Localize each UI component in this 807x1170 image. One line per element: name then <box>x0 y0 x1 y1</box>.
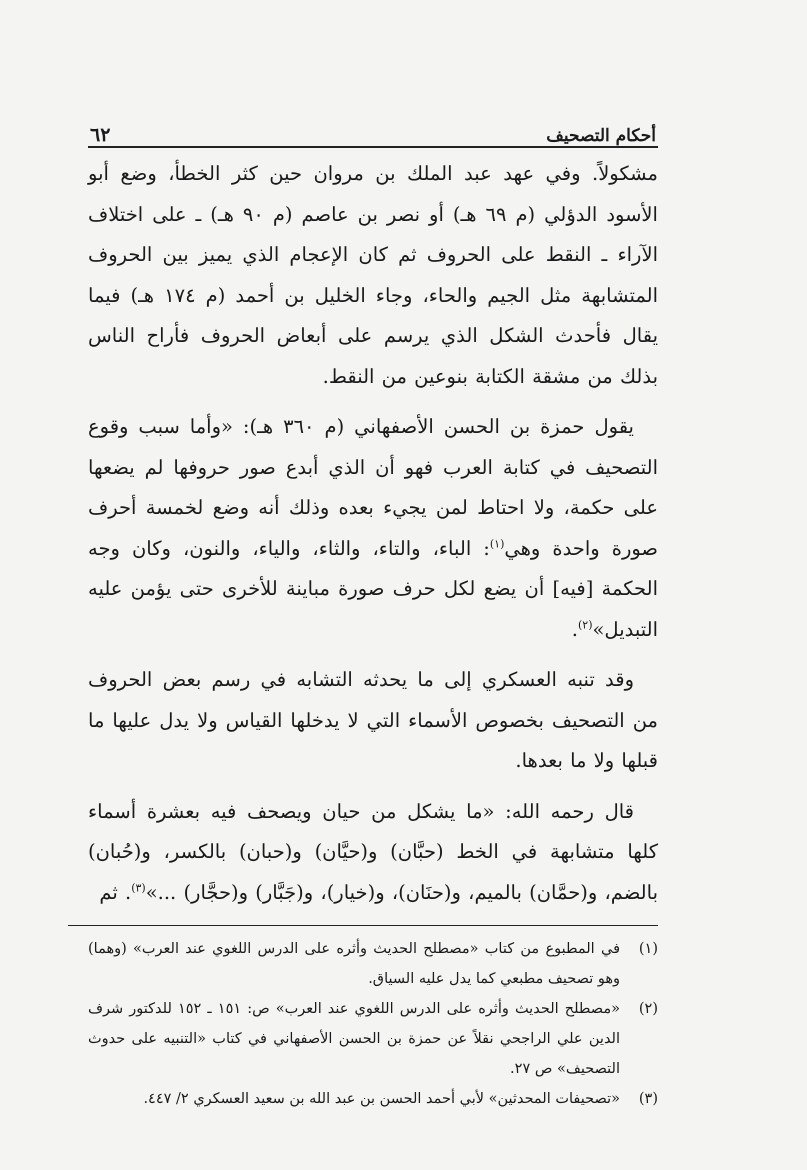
footnote-number: (١) <box>638 941 658 957</box>
paragraph-2-text-a: يقول حمزة بن الحسن الأصفهاني (م ٣٦٠ هـ): «وأما سبب وقوع التصحيف في كتابة العرب فهو أن الذي أبدع صور حروفها لم يضعها على حكمة، ولا احتاط لمن يجيء بعده وذلك أنه وضع لخمسة أحرف صورة واحدة وهي <box>88 415 658 560</box>
footnote-text: «مصطلح الحديث وأثره على الدرس اللغوي عند العرب» ص: ١٥١ ـ ١٥٢ للدكتور شرف الدين علي الراجحي نقلاً عن حمزة بن الحسن الأصفهاني في كتاب «التنبيه على حدوث التصحيف» ص ٢٧. <box>88 1001 620 1077</box>
footnote-number: (٣) <box>638 1091 658 1107</box>
footnote-ref-1[interactable]: (١) <box>489 537 505 550</box>
paragraph-1: مشكولاً. وفي عهد عبد الملك بن مروان حين كثر الخطأ، وضع أبو الأسود الدؤلي (م ٦٩ هـ) أو نصر بن عاصم (م ٩٠ هـ) ـ على اختلاف الآراء ـ النقط على الحروف ثم كان الإعجام الذي يميز بين الحروف المتشابهة مثل الجيم والحاء، وجاء الخليل بن أحمد (م ١٧٤ هـ) فيما يقال فأحدث الشكل الذي يرسم على أبعاض الحروف فأراح الناس بذلك من مشقة الكتابة بنوعين من النقط. <box>88 162 658 388</box>
page-header <box>88 110 658 148</box>
body-text <box>88 154 658 913</box>
footnote-3 <box>88 1084 658 1114</box>
paragraph-4-text-b: . ثم <box>99 880 132 904</box>
paragraph-2-end: . <box>571 617 578 641</box>
paragraph-4 <box>88 792 658 914</box>
footnote-1 <box>88 934 658 994</box>
footnote-number: (٢) <box>638 1001 658 1017</box>
paragraph-4-text-a: قال رحمه الله: «ما يشكل من حيان ويصحف فيه بعشرة أسماء كلها متشابهة في الخط (حبَّان) و(حيَّان) و(حبان) بالكسر، و(حُبان) بالضم، و(حمَّان) بالميم، و(حنَان)، و(خيار)، و(جَبَّار) و(حجَّار) ...» <box>88 799 658 904</box>
footnote-2 <box>88 994 658 1084</box>
paragraph-2 <box>88 407 658 650</box>
footnote-text: في المطبوع من كتاب «مصطلح الحديث وأثره على الدرس اللغوي عند العرب» (وهما) وهو تصحيف مطبعي كما يدل عليه السياق. <box>88 941 620 987</box>
footnote-text: «تصحيفات المحدثين» لأبي أحمد الحسن بن عبد الله بن سعيد العسكري ٢/ ٤٤٧. <box>143 1091 620 1107</box>
book-page <box>88 110 658 1114</box>
paragraph-2-text-b: : الباء، والتاء، والثاء، والياء، والنون، وكان وجه الحكمة [فيه] أن يضع لكل حرف صورة مباينة للأخرى حتى يؤمن عليه التبديل» <box>88 536 658 641</box>
footnote-ref-3[interactable]: (٣) <box>131 881 146 894</box>
footnote-ref-2[interactable]: (٢) <box>577 618 593 631</box>
page-number: ٦٢ <box>90 124 111 146</box>
paragraph-3: وقد تنبه العسكري إلى ما يحدثه التشابه في رسم بعض الحروف من التصحيف بخصوص الأسماء التي لا يدخلها القياس ولا يدل عليها ما قبلها ولا ما بعدها. <box>88 668 658 772</box>
running-title: أحكام التصحيف <box>546 126 656 146</box>
footnotes <box>88 934 658 1114</box>
footnote-divider <box>68 925 658 926</box>
